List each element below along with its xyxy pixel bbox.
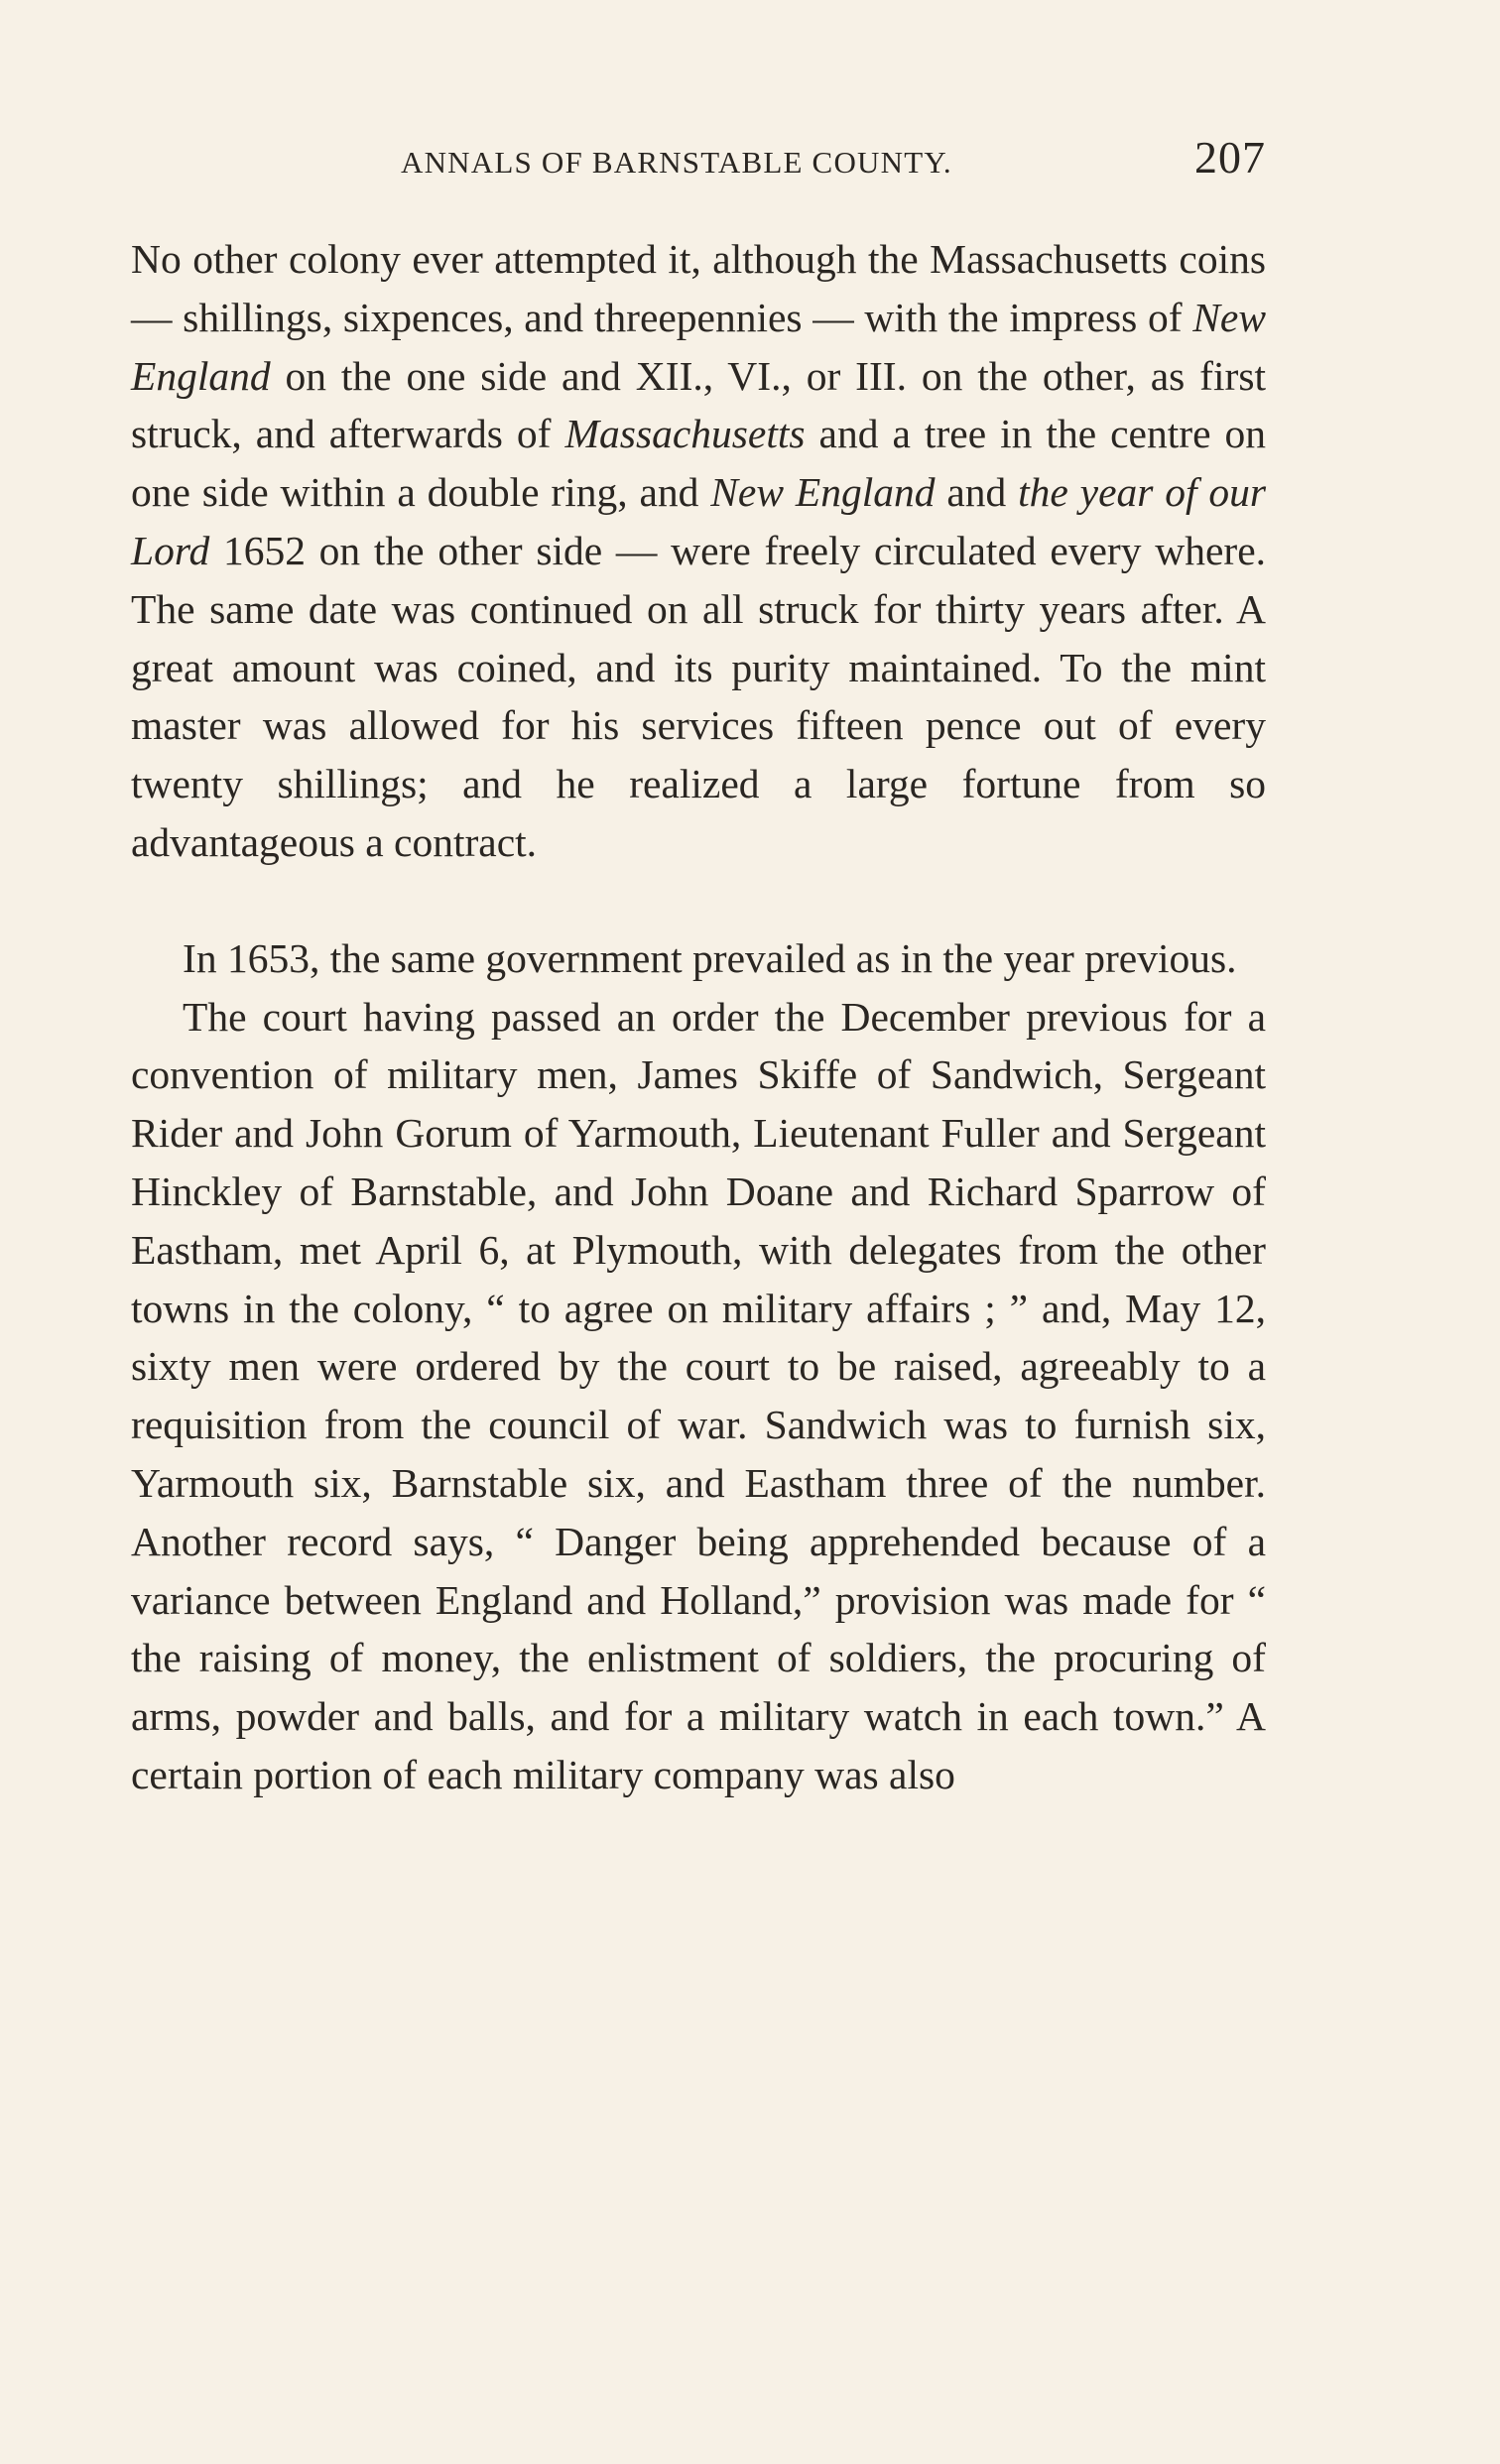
- body-text: [131, 230, 1266, 1804]
- paragraph-coinage: [131, 230, 1266, 872]
- italic-text-run: Massachusetts: [564, 411, 806, 457]
- italic-text-run: New England: [131, 294, 1266, 399]
- text-run: No other colony ever attempted it, although the Massachusetts coins — shillings, sixpences, and threepennies — with the impress of: [131, 236, 1266, 340]
- italic-text-run: the year of our Lord: [131, 469, 1267, 573]
- text-run: and: [935, 469, 1019, 516]
- text-run: on the one side and XII., VI., or III. on the other, as first struck, and afterwards of: [131, 352, 1266, 457]
- running-title: ANNALS OF BARNSTABLE COUNTY.: [401, 145, 952, 180]
- page-number: 207: [1194, 132, 1266, 183]
- book-page: [131, 0, 1266, 2464]
- text-run: The court having passed an order the December previous for a convention of military men, James Skiffe of Sandwich, Sergeant Rider and John Gorum of Yarmouth, Lieutenant Fuller and Sergeant Hinckley of Barnstable, and John Doane and Richard Sparrow of Eastham, met April 6, at Plymouth, with delegates from the other towns in the colony, “ to agree on military affairs ; ” and, May 12, sixty men were ordered by the court to be raised, agreeably to a requisition from the council of war. Sandwich was to furnish six, Yarmouth six, Barnstable six, and Eastham three of the number. Another record says, “ Danger being apprehended because of a variance between England and Holland,” provision was made for “ the raising of money, the enlistment of soldiers, the procuring of arms, powder and balls, and for a military watch in each town.” A certain portion of each military company was also: [131, 993, 1266, 1797]
- italic-text-run: New England: [710, 469, 936, 516]
- text-run: 1652 on the other side — were freely circulated every where. The same date was continued on all struck for thirty years after. A great amount was coined, and its purity maintained. To the mint master was allowed for his services fifteen pence out of every twenty shillings; and he realized a large fortune from so advantageous a contract.: [131, 527, 1266, 865]
- running-head: [131, 131, 1266, 200]
- paragraph-1653-government: [131, 929, 1266, 988]
- paragraph-military-convention: [131, 988, 1266, 1804]
- text-run: and a tree in the centre on one side within a double ring, and: [131, 411, 1267, 516]
- text-run: In 1653, the same government prevailed as in the year previous.: [183, 934, 1237, 981]
